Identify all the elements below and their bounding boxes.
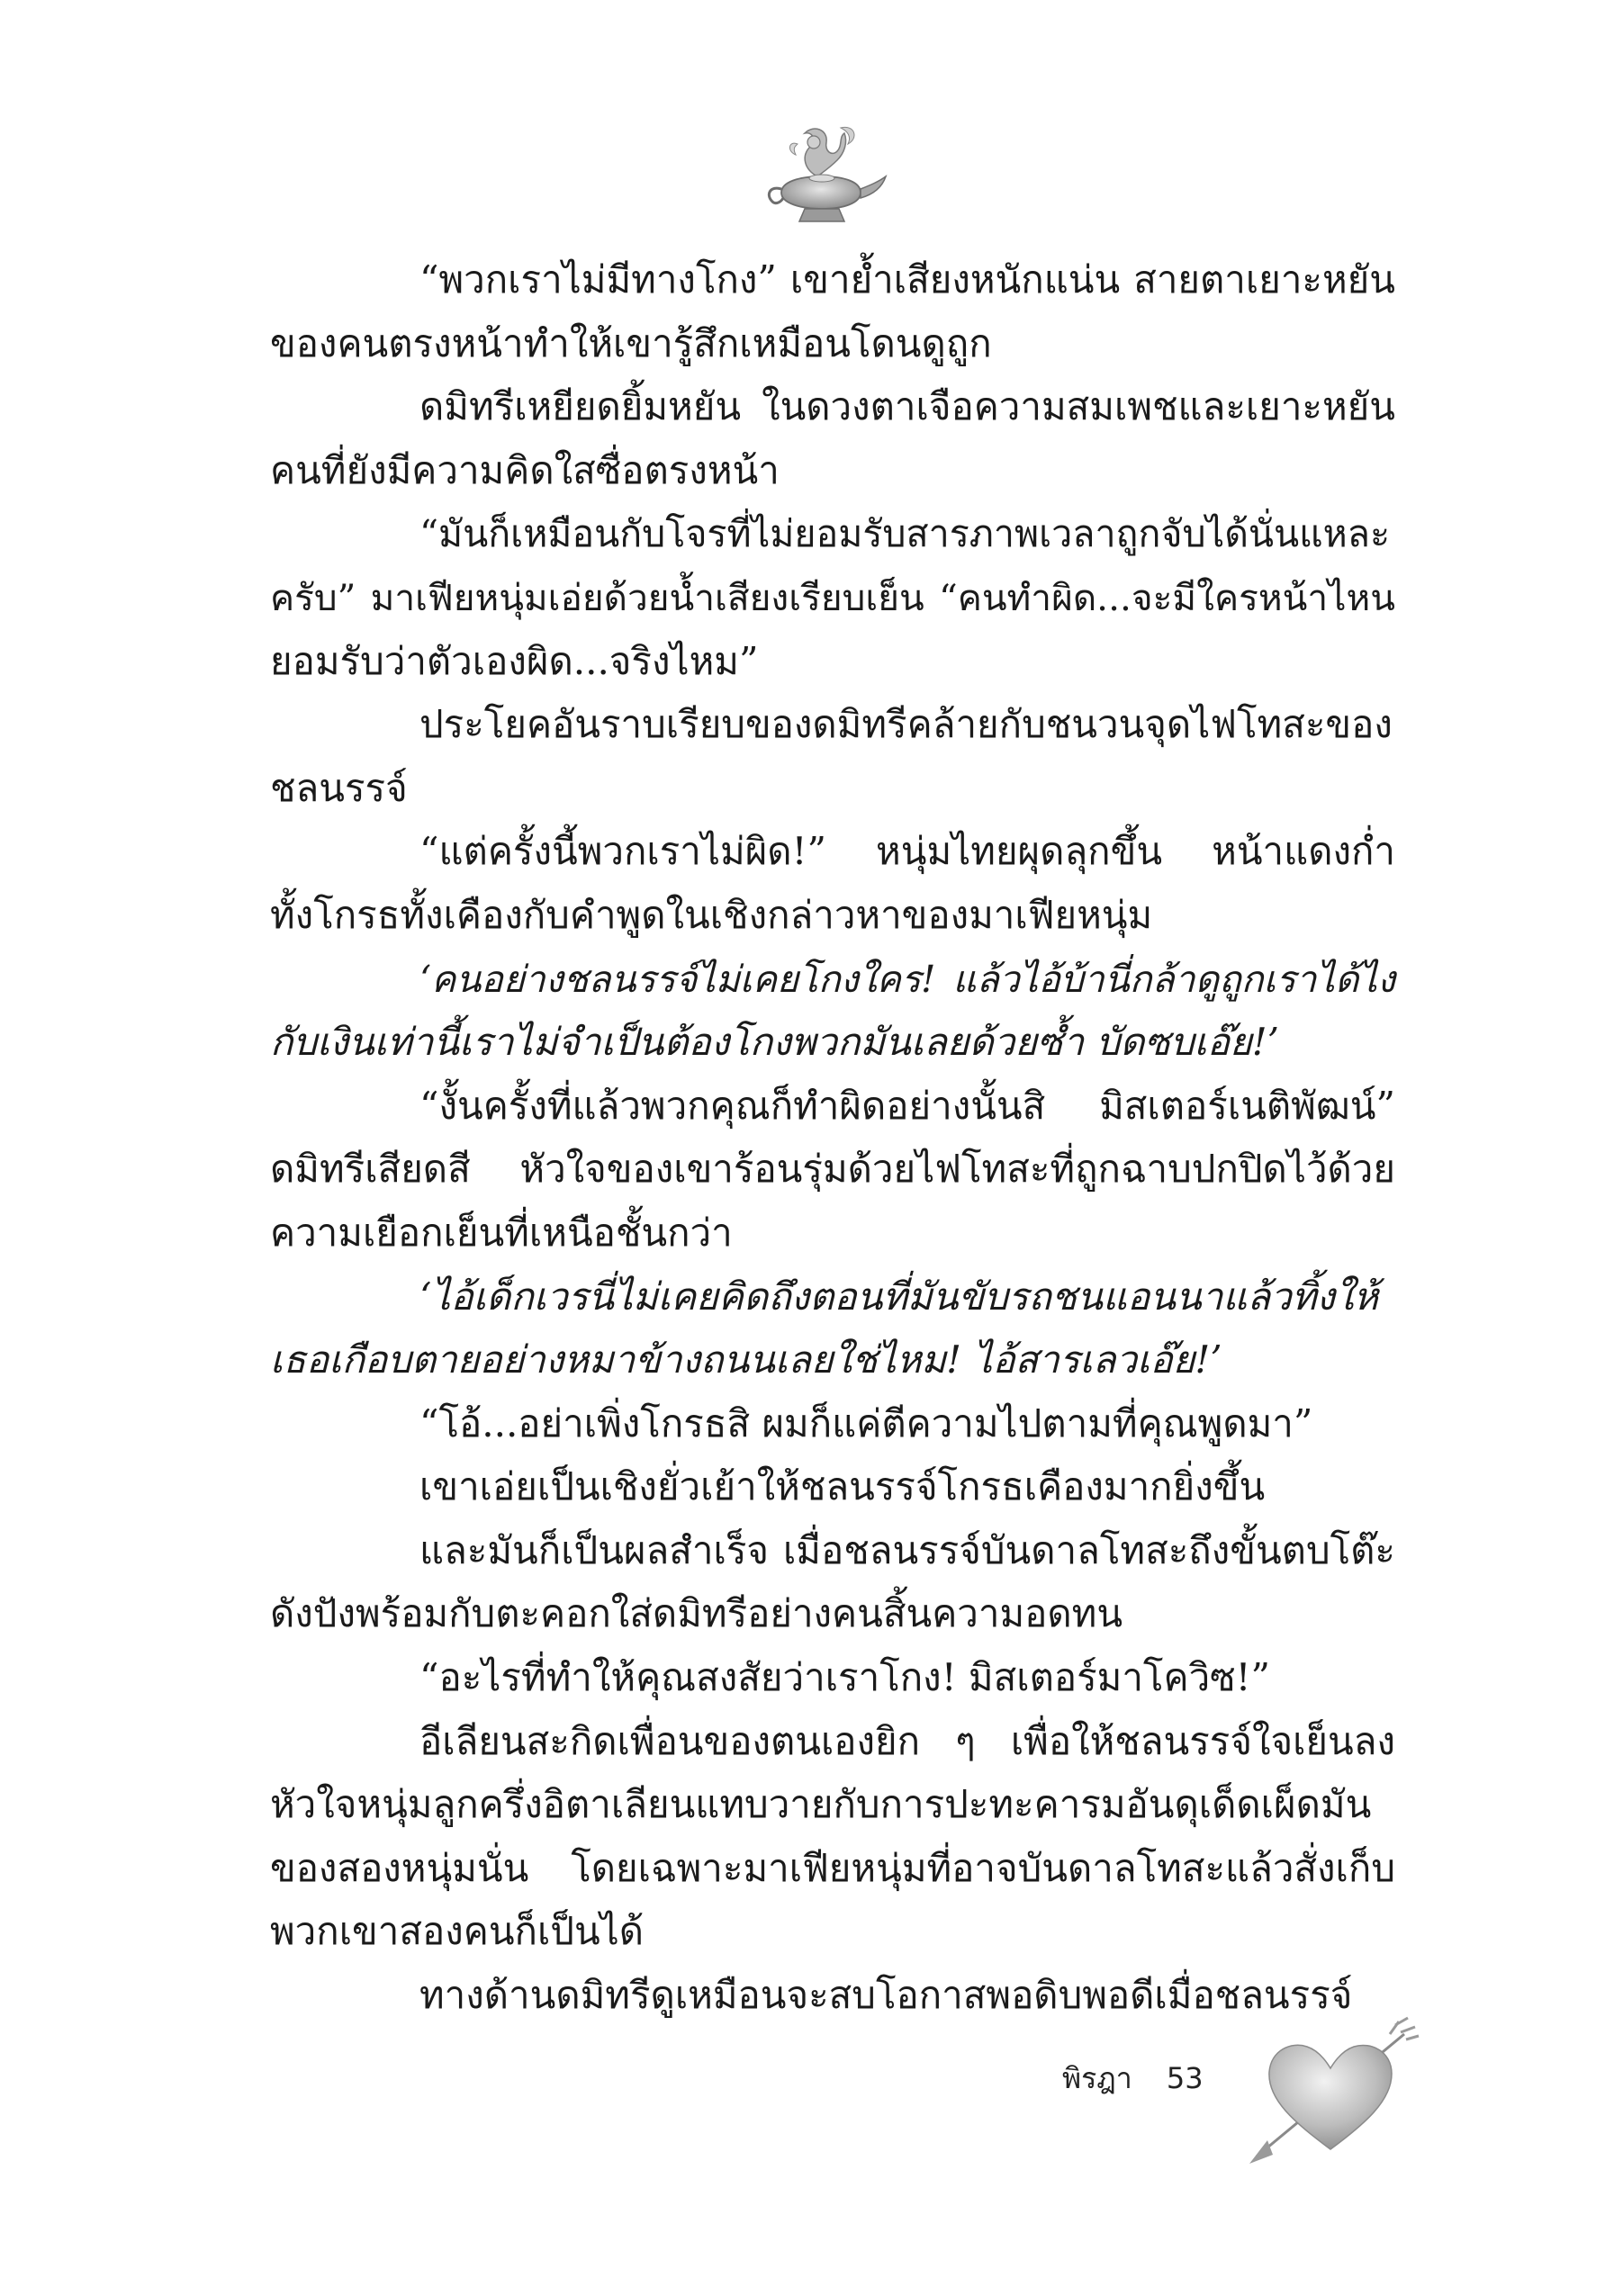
text-line: คนที่ยังมีความคิดใสซื่อตรงหน้า [270, 447, 780, 492]
text-line: เขาเอ่ยเป็นเชิงยั่วเย้าให้ชลนรรจ์โกรธเคืองมากยิ่งขึ้น [419, 1464, 1266, 1509]
text-line: ทางด้านดมิทรีดูเหมือนจะสบโอกาสพอดิบพอดีเมื่อชลนรรจ์ [419, 1973, 1353, 2018]
text-line: “โอ้...อย่าเพิ่งโกรธสิ ผมก็แค่ตีความไปตามที่คุณพูดมา” [419, 1400, 1313, 1445]
text-line: ยอมรับว่าตัวเองผิด...จริงไหม” [270, 638, 759, 683]
text-line: ครับ” มาเฟียหนุ่มเอ่ยด้วยน้ำเสียงเรียบเย็น “คนทำผิด...จะมีใครหน้าไหน [270, 575, 1395, 619]
text-line: อีเลียนสะกิดเพื่อนของตนเองยิก ๆ เพื่อให้ชลนรรจ์ใจเย็นลง [419, 1718, 1395, 1763]
text-line: เธอเกือบตายอย่างหมาข้างถนนเลยใช่ไหม! ไอ้สารเลวเอ๊ย!’ [270, 1337, 1222, 1382]
text-line: “พวกเราไม่มีทางโกง” เขาย้ำเสียงหนักแน่น สายตาเยาะหยัน [419, 257, 1395, 302]
text-line: ความเยือกเย็นที่เหนือชั้นกว่า [270, 1210, 733, 1255]
text-line: “อะไรที่ทำให้คุณสงสัยว่าเราโกง! มิสเตอร์มาโควิซ!” [419, 1655, 1271, 1700]
text-line: และมันก็เป็นผลสำเร็จ เมื่อชลนรรจ์บันดาลโทสะถึงขั้นตบโต๊ะ [419, 1527, 1395, 1572]
text-line: ทั้งโกรธทั้งเคืองกับคำพูดในเชิงกล่าวหาของมาเฟียหนุ่ม [270, 892, 1153, 937]
text-line: ของคนตรงหน้าทำให้เขารู้สึกเหมือนโดนดูถูก [270, 320, 992, 365]
text-line: ชลนรรจ์ [270, 765, 408, 810]
heart-arrow-ornament-icon [1240, 2014, 1420, 2167]
text-line: ‘ไอ้เด็กเวรนี่ไม่เคยคิดถึงตอนที่มันขับรถชนแอนนาแล้วทิ้งให้ [419, 1274, 1379, 1319]
text-line: “มันก็เหมือนกับโจรที่ไม่ยอมรับสารภาพเวลาถูกจับได้นั่นแหละ [419, 512, 1391, 556]
text-line: หัวใจหนุ่มลูกครึ่งอิตาเลียนแทบวายกับการปะทะคารมอันดุเด็ดเผ็ดมัน [270, 1782, 1372, 1827]
text-line: กับเงินเท่านี้เราไม่จำเป็นต้องโกงพวกมันเลยด้วยซ้ำ บัดซบเอ๊ย!’ [270, 1020, 1279, 1065]
text-line: “แต่ครั้งนี้พวกเราไม่ผิด!” หนุ่มไทยผุดลุกขึ้น หน้าแดงก่ำ [419, 829, 1395, 874]
page-number: 53 [1166, 2061, 1204, 2095]
text-line: ดังปังพร้อมกับตะคอกใส่ดมิทรีอย่างคนสิ้นความอดทน [270, 1591, 1123, 1636]
text-line: ดมิทรีเสียดสี หัวใจของเขาร้อนรุ่มด้วยไฟโทสะที่ถูกฉาบปกปิดไว้ด้วย [270, 1147, 1395, 1192]
page-footer [1062, 2056, 1204, 2102]
text-line: พวกเขาสองคนก็เป็นได้ [270, 1909, 645, 1954]
text-line: ‘คนอย่างชลนรรจ์ไม่เคยโกงใคร! แล้วไอ้บ้านี่กล้าดูถูกเราได้ไง [419, 957, 1395, 1001]
text-line: “งั้นครั้งที่แล้วพวกคุณก็ทำผิดอย่างนั้นสิ มิสเตอร์เนติพัฒน์” [419, 1083, 1395, 1128]
author-name: พิรฎา [1062, 2061, 1132, 2095]
text-line: ของสองหนุ่มนั่น โดยเฉพาะมาเฟียหนุ่มที่อาจบันดาลโทสะแล้วสั่งเก็บ [270, 1845, 1395, 1890]
text-line: ประโยคอันราบเรียบของดมิทรีคล้ายกับชนวนจุดไฟโทสะของ [419, 702, 1393, 747]
genie-lamp-ornament-icon [754, 106, 889, 241]
text-line: ดมิทรีเหยียดยิ้มหยัน ในดวงตาเจือความสมเพชและเยาะหยัน [419, 384, 1395, 429]
body-text [270, 248, 1395, 2028]
